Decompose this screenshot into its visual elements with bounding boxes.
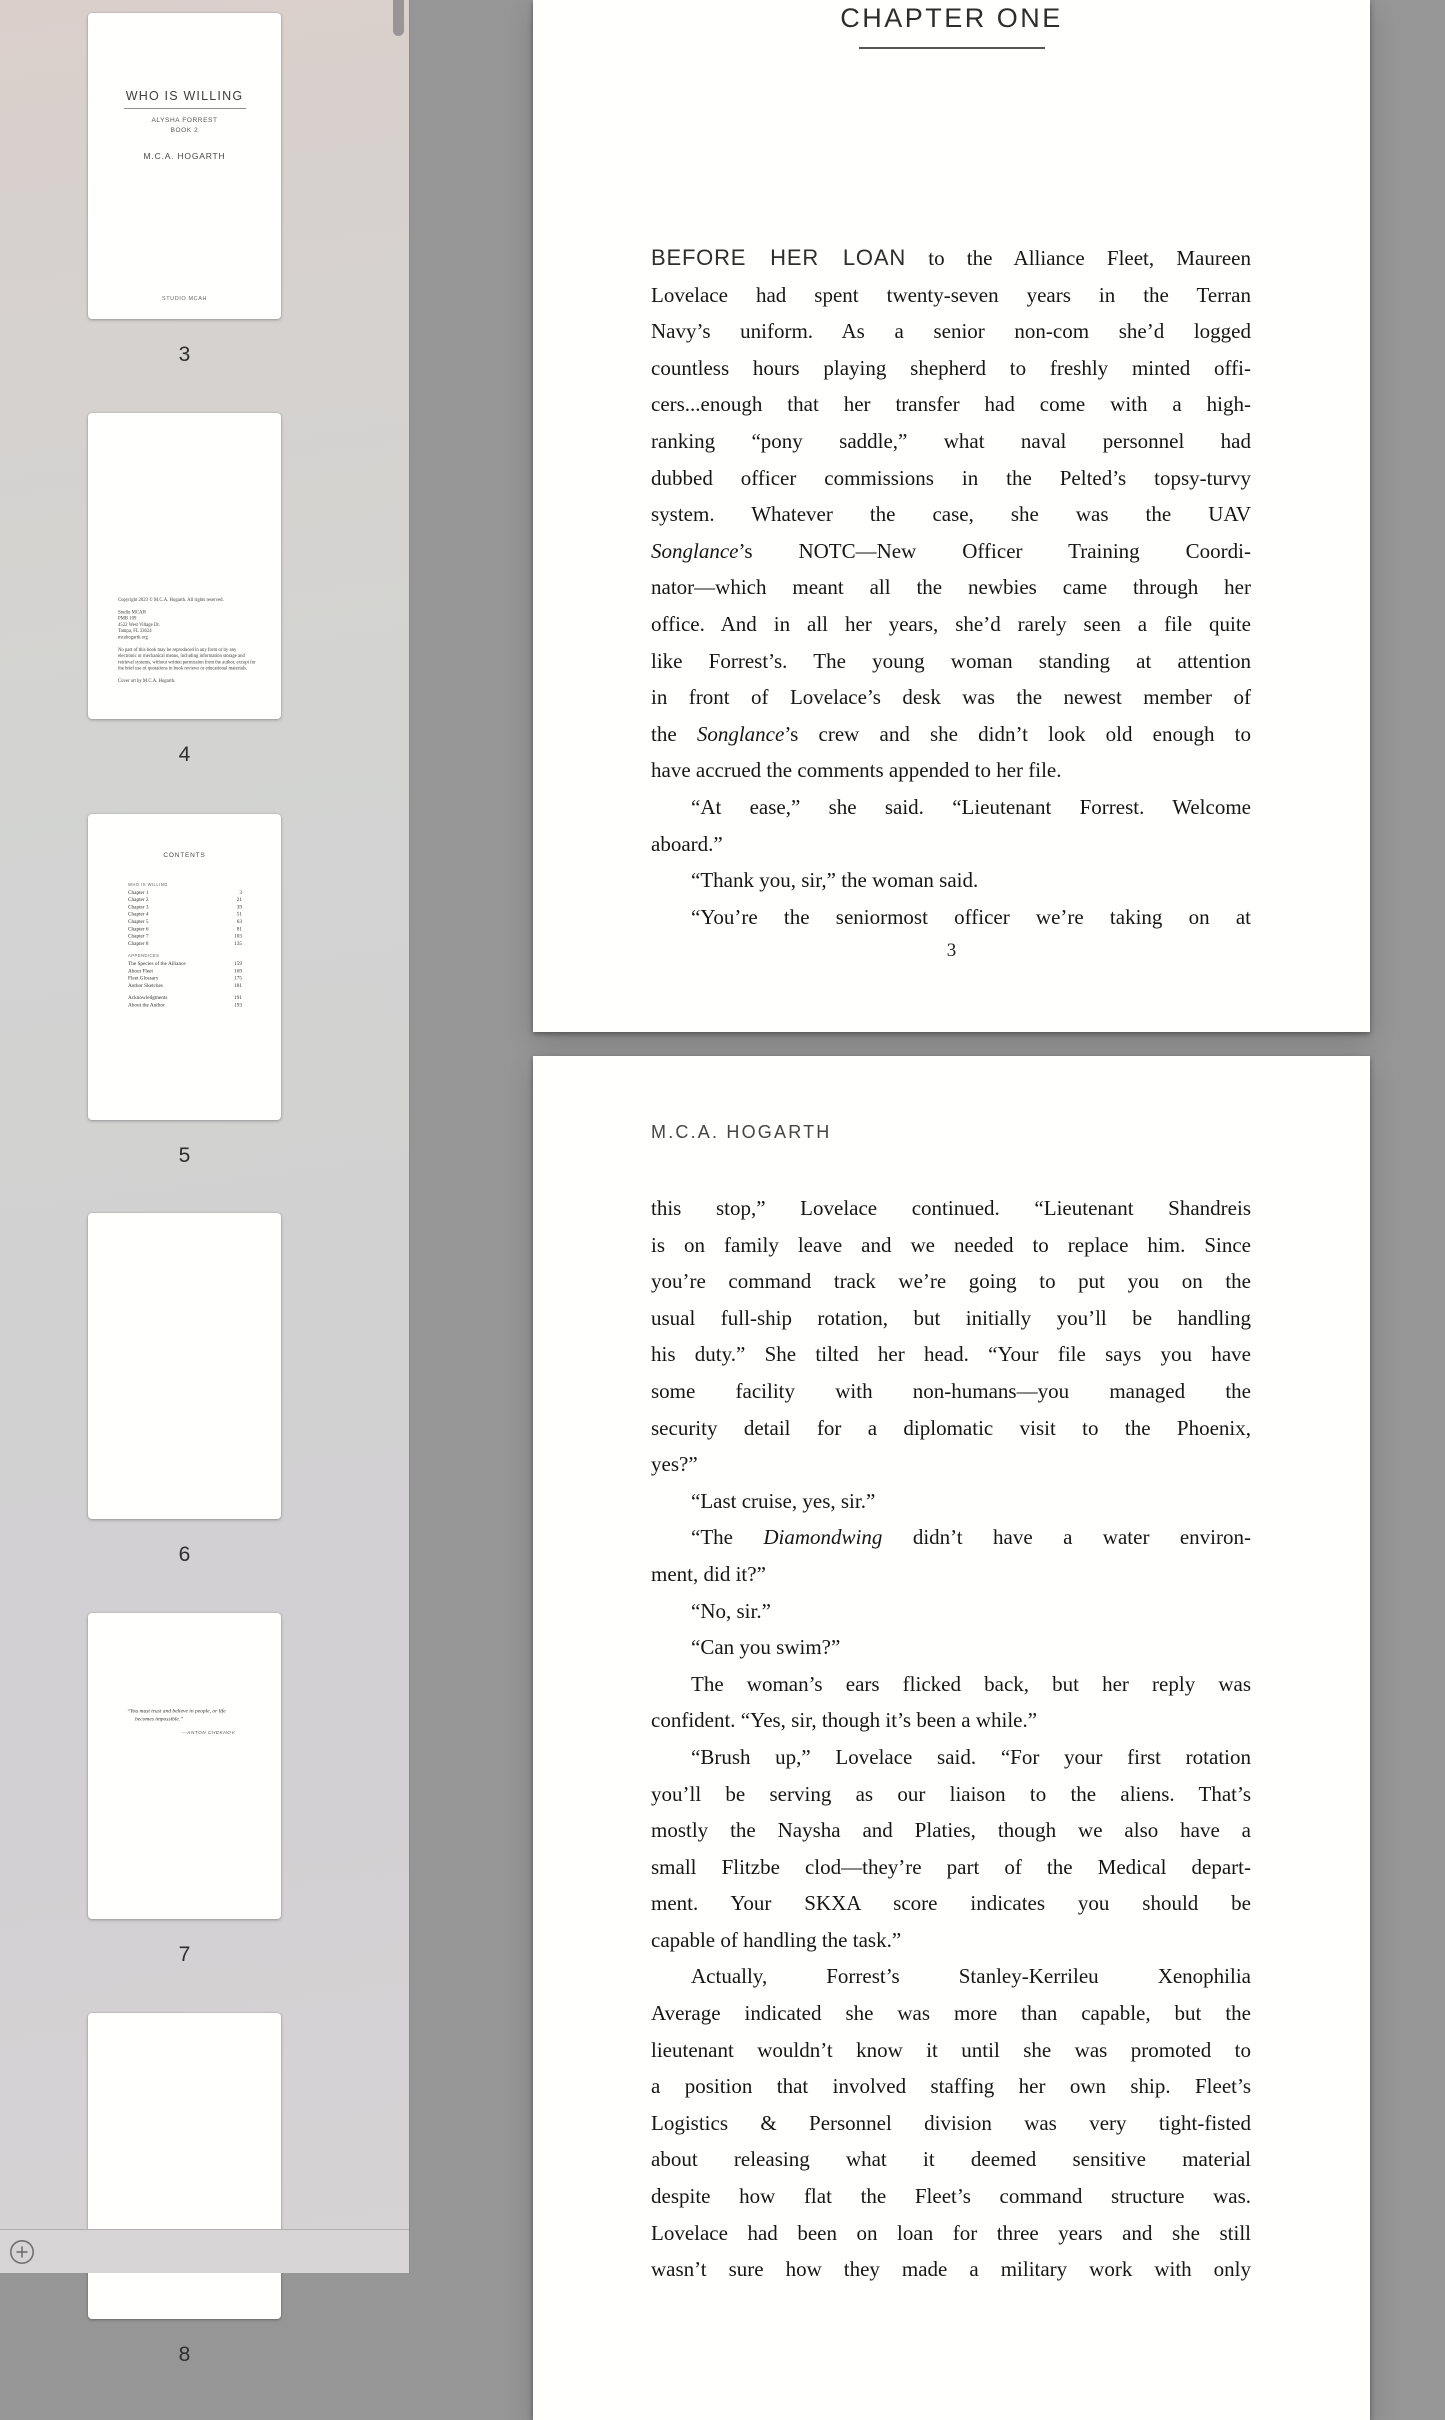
text-line: system. Whatever the case, she was the UAV bbox=[651, 502, 1251, 527]
toc-row bbox=[128, 982, 242, 989]
text-line: cers...enough that her transfer had come with a high- bbox=[651, 392, 1251, 417]
toc-entry-title: Chapter 1 bbox=[128, 889, 149, 896]
text-line: “Thank you, sir,” the woman said. bbox=[691, 868, 979, 893]
thumb-publisher: STUDIO MCAH bbox=[161, 296, 208, 302]
body-text bbox=[651, 1190, 1251, 2288]
body-text bbox=[651, 240, 1251, 935]
copyright-line: Cover art by M.C.A. Hogarth. bbox=[118, 678, 176, 684]
text-line: Logistics & Personnel division was very tight-fisted bbox=[651, 2110, 1251, 2135]
toc-entry-title: Chapter 7 bbox=[128, 933, 149, 940]
sidebar-scrollbar-thumb[interactable] bbox=[393, 0, 404, 36]
thumb-toc-rows bbox=[128, 881, 242, 1009]
toc-entry-title: Chapter 4 bbox=[128, 911, 149, 918]
toc-entry-title: Chapter 8 bbox=[128, 940, 149, 947]
text-line: small Flitzbe clod—they’re part of the Medical depart- bbox=[651, 1854, 1251, 1879]
toc-entry-page: 39 bbox=[236, 904, 242, 910]
text-line: you’ll be serving as our liaison to the aliens. That’s bbox=[651, 1781, 1251, 1806]
text-line: Actually, Forrest’s Stanley-Kerrileu Xenophilia bbox=[691, 1964, 1251, 1989]
sidebar-footer-bar bbox=[0, 2229, 409, 2273]
thumbnail-slot bbox=[88, 2013, 281, 2366]
book-page bbox=[533, 0, 1370, 1032]
toc-row bbox=[128, 911, 242, 918]
toc-entry-page: 103 bbox=[234, 933, 242, 940]
toc-row bbox=[128, 918, 242, 925]
chapter-heading: CHAPTER ONE bbox=[840, 3, 1063, 33]
toc-entry-page: 63 bbox=[236, 918, 242, 925]
text-line: have accrued the comments appended to her file. bbox=[651, 758, 1062, 783]
toc-row bbox=[128, 940, 242, 947]
page-thumbnail-label: 7 bbox=[178, 1943, 191, 1966]
text-line: The woman’s ears flicked back, but her reply was bbox=[691, 1671, 1251, 1696]
running-header: M.C.A. HOGARTH bbox=[651, 1122, 832, 1142]
sidebar-add-button[interactable] bbox=[8, 2238, 36, 2266]
text-line: in front of Lovelace’s desk was the newest member of bbox=[651, 685, 1251, 710]
toc-entry-page: 51 bbox=[236, 911, 242, 918]
text-line: Lovelace had spent twenty-seven years in the Terran bbox=[651, 282, 1251, 307]
thumbnail-sidebar bbox=[0, 0, 409, 2366]
thumb-quote bbox=[127, 1707, 242, 1737]
thumb-mini-wrap bbox=[88, 413, 281, 719]
text-line: “The Diamondwing didn’t have a water environ- bbox=[691, 1525, 1251, 1550]
text-line: Navy’s uniform. As a senior non-com she’d logged bbox=[651, 319, 1251, 344]
page-thumbnail[interactable] bbox=[88, 13, 281, 319]
thumb-toc-heading: CONTENTS bbox=[163, 851, 206, 859]
toc-entry-page: 135 bbox=[234, 940, 242, 947]
thumb-series-line: BOOK 2 bbox=[170, 127, 199, 134]
text-line: “No, sir.” bbox=[691, 1598, 771, 1623]
toc-section-label: APPENDICES bbox=[128, 953, 160, 959]
copyright-block bbox=[118, 678, 256, 684]
toc-row bbox=[128, 889, 242, 896]
thumbnail-slot bbox=[88, 13, 281, 366]
circled-plus-icon bbox=[8, 2254, 36, 2269]
page-thumbnail[interactable] bbox=[88, 2013, 281, 2319]
quote-line: “You must trust and believe in people, or life bbox=[127, 1708, 226, 1714]
text-line: Lovelace had been on loan for three years and she still bbox=[651, 2220, 1251, 2245]
quote-line: becomes impossible.” bbox=[135, 1716, 184, 1722]
copyright-line: mcahogarth.org bbox=[118, 634, 148, 640]
text-line: ment. Your SKXA score indicates you should be bbox=[651, 1891, 1251, 1916]
thumbnail-slot bbox=[88, 1613, 281, 1966]
copyright-block bbox=[118, 647, 256, 672]
copyright-block bbox=[118, 597, 256, 603]
text-line: capable of handling the task.” bbox=[651, 1927, 902, 1952]
text-line: wasn’t sure how they made a military work with only bbox=[651, 2257, 1251, 2282]
text-line: “At ease,” she said. “Lieutenant Forrest. Welcome bbox=[691, 794, 1251, 819]
text-line: his duty.” She tilted her head. “Your file says you have bbox=[651, 1342, 1251, 1367]
toc-row bbox=[128, 995, 242, 1002]
thumb-copyright-text bbox=[118, 597, 256, 684]
text-line: confident. “Yes, sir, though it’s been a while.” bbox=[651, 1708, 1038, 1733]
toc-entry-title: About the Author bbox=[128, 1002, 165, 1008]
toc-entry-title: About Fleet bbox=[128, 968, 153, 974]
page-thumbnail[interactable] bbox=[88, 1613, 281, 1919]
text-line: security detail for a diplomatic visit to the Phoenix, bbox=[651, 1415, 1251, 1440]
page-thumbnail[interactable] bbox=[88, 814, 281, 1120]
text-line: Average indicated she was more than capable, but the bbox=[651, 2001, 1251, 2026]
text-line: office. And in all her years, she’d rarely seen a file quite bbox=[651, 611, 1251, 636]
text-line: a position that involved staffing her own ship. Fleet’s bbox=[651, 2074, 1251, 2099]
toc-row bbox=[128, 897, 242, 904]
page-thumbnail[interactable] bbox=[88, 1213, 281, 1519]
thumb-mini-wrap bbox=[88, 1613, 281, 1919]
thumbnail-slot bbox=[88, 1213, 281, 1566]
toc-entry-title: Author Sketches bbox=[128, 982, 163, 989]
thumbnail-slot bbox=[88, 413, 281, 766]
thumb-series-line: ALYSHA FORREST bbox=[151, 117, 218, 124]
text-line: yes?” bbox=[651, 1452, 698, 1477]
text-line: aboard.” bbox=[651, 831, 723, 856]
copyright-line: Copyright 2023 © M.C.A. Hogarth. All rights reserved. bbox=[118, 597, 224, 603]
toc-entry-page: 191 bbox=[234, 995, 242, 1001]
text-line: “Brush up,” Lovelace said. “For your first rotation bbox=[691, 1744, 1251, 1769]
toc-entry-page: 175 bbox=[234, 975, 242, 982]
copyright-block bbox=[118, 609, 256, 640]
text-line: like Forrest’s. The young woman standing at attention bbox=[651, 648, 1251, 673]
text-line: BEFORE HER LOAN to the Alliance Fleet, Maureen bbox=[651, 245, 1251, 270]
toc-row bbox=[128, 904, 242, 911]
text-line: ment, did it?” bbox=[651, 1561, 766, 1586]
document-view bbox=[409, 0, 1445, 2282]
text-line: you’re command track we’re going to put you on the bbox=[651, 1269, 1251, 1294]
quote-attribution: —ANTON CHEKHOV bbox=[181, 1730, 235, 1736]
thumb-author: M.C.A. HOGARTH bbox=[143, 151, 226, 161]
toc-entry-title: Chapter 6 bbox=[128, 926, 149, 932]
chapter-rule bbox=[859, 47, 1045, 49]
toc-entry-page: 159 bbox=[234, 960, 242, 967]
page-thumbnail-label: 3 bbox=[178, 343, 191, 366]
text-line: “You’re the seniormost officer we’re taking on at bbox=[691, 904, 1251, 929]
copyright-line: 4522 West Village Dr. bbox=[118, 622, 160, 628]
toc-entry-page: 193 bbox=[234, 1002, 242, 1008]
toc-entry-page: 169 bbox=[234, 968, 242, 974]
copyright-line: Studio MCAH bbox=[118, 609, 146, 615]
text-line: Songlance’s NOTC—New Officer Training Coordi- bbox=[651, 538, 1251, 563]
text-line: despite how flat the Fleet’s command structure was. bbox=[651, 2184, 1251, 2209]
text-line: about releasing what it deemed sensitive material bbox=[651, 2147, 1251, 2172]
text-line: dubbed officer commissions in the Pelted’s topsy-turvy bbox=[651, 465, 1251, 490]
toc-entry-page: 3 bbox=[239, 889, 242, 896]
toc-entry-title: Fleet Glossary bbox=[128, 975, 159, 982]
text-line: ranking “pony saddle,” what naval personnel had bbox=[651, 428, 1251, 453]
text-line: the Songlance’s crew and she didn’t look old enough to bbox=[651, 721, 1252, 746]
thumb-mini-wrap bbox=[88, 814, 281, 1120]
toc-entry-title: Chapter 2 bbox=[128, 897, 149, 903]
toc-entry-title: Chapter 5 bbox=[128, 918, 149, 925]
text-line: this stop,” Lovelace continued. “Lieutenant Shandreis bbox=[651, 1196, 1251, 1220]
page-thumbnail-label: 6 bbox=[178, 1543, 191, 1566]
text-line: mostly the Naysha and Platies, though we also have a bbox=[651, 1818, 1251, 1843]
toc-entry-title: Acknowledgments bbox=[128, 995, 168, 1001]
page-thumbnail[interactable] bbox=[88, 413, 281, 719]
thumbnail-slot bbox=[88, 814, 281, 1167]
toc-row bbox=[128, 968, 242, 975]
book-page bbox=[533, 1056, 1370, 2420]
copyright-line: No part of this book may be reproduced in any form or by any electronic or mechanical means, including information storage and retrieval systems, without written permission from the author, except for the brief use of quotations in book reviews or educational materials. bbox=[118, 647, 256, 672]
text-line: “Can you swim?” bbox=[691, 1635, 841, 1660]
text-line: usual full-ship rotation, but initially you’ll be handling bbox=[651, 1305, 1251, 1330]
page-number: 3 bbox=[946, 940, 957, 961]
toc-row bbox=[128, 926, 242, 933]
page-thumbnail-label: 8 bbox=[178, 2343, 191, 2366]
text-line: “Last cruise, yes, sir.” bbox=[691, 1488, 876, 1513]
thumb-book-title: WHO IS WILLING bbox=[125, 89, 244, 103]
text-line: some facility with non-humans—you managed the bbox=[651, 1378, 1251, 1403]
page-thumbnail-label: 4 bbox=[178, 743, 191, 766]
thumb-title-content bbox=[88, 13, 281, 161]
text-line: nator—which meant all the newbies came through her bbox=[651, 575, 1251, 600]
toc-entry-title: The Species of the Alliance bbox=[128, 960, 186, 967]
toc-row bbox=[128, 960, 242, 967]
text-line: lieutenant wouldn’t know it until she was promoted to bbox=[651, 2037, 1251, 2062]
toc-entry-title: Chapter 3 bbox=[128, 904, 149, 910]
copyright-line: Tampa, FL 33624 bbox=[118, 628, 152, 634]
text-line: countless hours playing shepherd to freshly minted offi- bbox=[651, 355, 1251, 380]
toc-entry-page: 81 bbox=[236, 926, 242, 932]
toc-row bbox=[128, 1002, 242, 1009]
copyright-line: PMB 109 bbox=[118, 616, 137, 622]
page-thumbnail-label: 5 bbox=[178, 1144, 191, 1167]
toc-entry-page: 181 bbox=[234, 982, 242, 989]
thumb-title-rule bbox=[124, 108, 246, 109]
text-line: is on family leave and we needed to replace him. Since bbox=[651, 1232, 1251, 1257]
toc-row bbox=[128, 975, 242, 982]
toc-section-label: WHO IS WILLING bbox=[128, 882, 168, 887]
toc-entry-page: 21 bbox=[236, 897, 242, 903]
toc-row bbox=[128, 933, 242, 940]
